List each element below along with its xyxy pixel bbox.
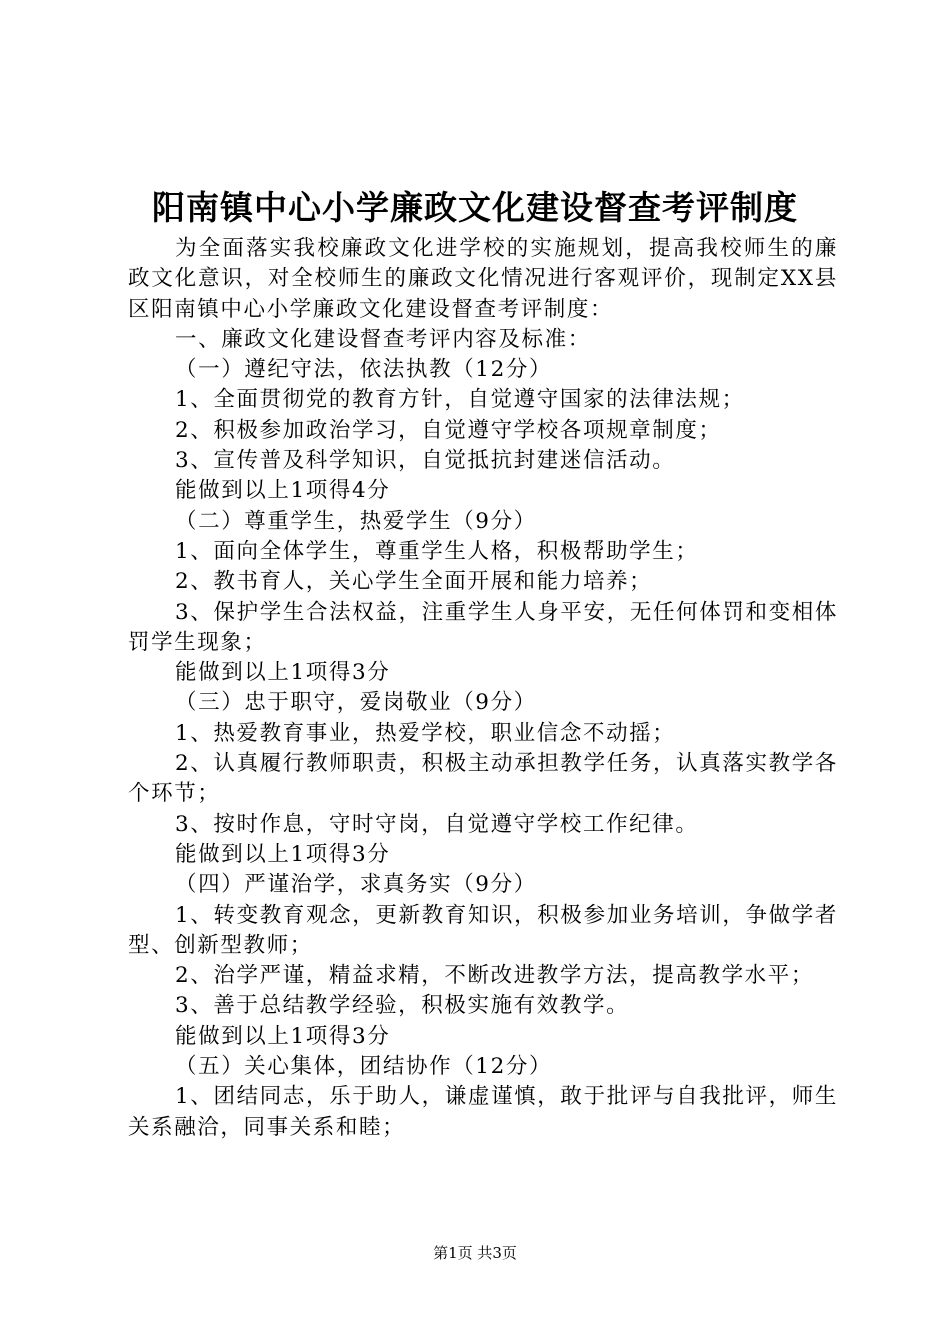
score-note: 能做到以上1项得3分 xyxy=(175,841,391,867)
list-item: 2、认真履行教师职责，积极主动承担教学任务，认真落实教学各个环节； xyxy=(128,751,838,807)
subsection-heading: （二）尊重学生，热爱学生（9分） xyxy=(175,508,537,534)
list-item: 2、教书育人，关心学生全面开展和能力培养； xyxy=(175,569,653,595)
list-item: 1、转变教育观念，更新教育知识，积极参加业务培训，争做学者型、创新型教师； xyxy=(128,902,838,958)
subsection-heading: （四）严谨治学，求真务实（9分） xyxy=(175,872,537,898)
page-footer: 第1页 共3页 xyxy=(433,1244,517,1262)
list-item: 3、宣传普及科学知识，自觉抵抗封建迷信活动。 xyxy=(175,448,676,474)
list-item: 2、积极参加政治学习，自觉遵守学校各项规章制度； xyxy=(175,417,722,443)
section-heading: 一、廉政文化建设督查考评内容及标准： xyxy=(175,326,591,352)
subsection-heading: （三）忠于职守，爱岗敬业（9分） xyxy=(175,690,537,716)
subsection-heading: （一）遵纪守法，依法执教（12分） xyxy=(175,357,553,383)
subsection-heading: （五）关心集体，团结协作（12分） xyxy=(175,1054,553,1080)
score-note: 能做到以上1项得3分 xyxy=(175,660,391,686)
list-item: 3、按时作息，守时守岗，自觉遵守学校工作纪律。 xyxy=(175,811,699,837)
list-item: 1、团结同志，乐于助人，谦虚谨慎，敢于批评与自我批评，师生关系融洽，同事关系和睦； xyxy=(128,1084,838,1140)
list-item: 2、治学严谨，精益求精，不断改进教学方法，提高教学水平； xyxy=(175,963,814,989)
score-note: 能做到以上1项得4分 xyxy=(175,478,391,504)
list-item: 3、善于总结教学经验，积极实施有效教学。 xyxy=(175,993,630,1019)
list-item: 1、面向全体学生，尊重学生人格，积极帮助学生； xyxy=(175,538,699,564)
paragraph: 为全面落实我校廉政文化进学校的实施规划，提高我校师生的廉政文化意识，对全校师生的廉政文化情况进行客观评价，现制定XX县区阳南镇中心小学廉政文化建设督查考评制度： xyxy=(128,236,838,322)
document-body xyxy=(128,234,838,1143)
document-title: 阳南镇中心小学廉政文化建设督查考评制度 xyxy=(152,188,798,227)
score-note: 能做到以上1项得3分 xyxy=(175,1023,391,1049)
list-item: 1、热爱教育事业，热爱学校，职业信念不动摇； xyxy=(175,720,676,746)
list-item: 3、保护学生合法权益，注重学生人身平安，无任何体罚和变相体罚学生现象； xyxy=(128,599,838,655)
list-item: 1、全面贯彻党的教育方针，自觉遵守国家的法律法规； xyxy=(175,387,745,413)
